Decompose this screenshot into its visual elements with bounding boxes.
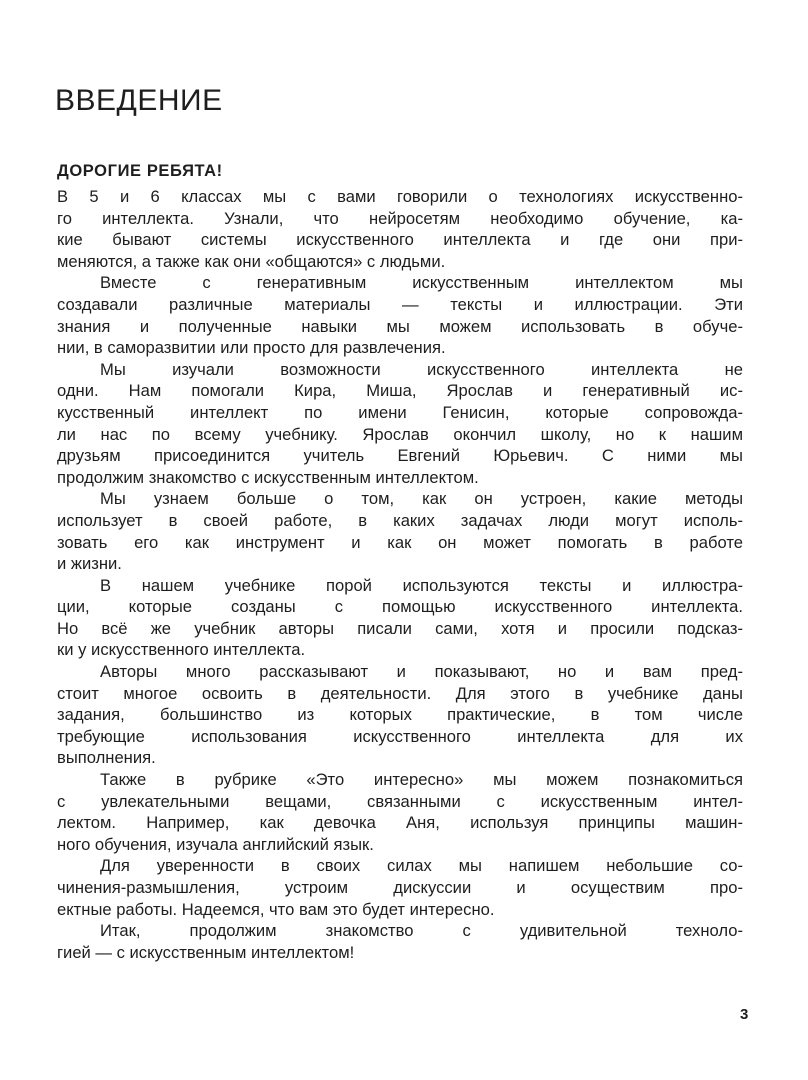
text-line: знания и полученные навыки мы можем использовать в обуче- (57, 316, 743, 336)
text-line: стоит многое освоить в деятельности. Для этого в учебнике даны (57, 683, 743, 703)
text-line: одни. Нам помогали Кира, Миша, Ярослав и генеративный ис- (57, 381, 743, 401)
text-line: Итак, продолжим знакомство с удивительной техноло- (100, 921, 743, 941)
text-line: и жизни. (57, 554, 122, 574)
greeting-heading: ДОРОГИЕ РЕБЯТА! (57, 162, 223, 180)
text-line: друзьям присоединится учитель Евгений Юрьевич. С ними мы (57, 446, 743, 466)
text-line: зовать его как инструмент и как он может помогать в работе (57, 532, 743, 552)
paragraph (57, 661, 743, 769)
paragraph (57, 272, 743, 358)
text-line: В 5 и 6 классах мы с вами говорили о технологиях искусственно- (57, 187, 743, 206)
text-line: Мы изучали возможности искусственного интеллекта не (100, 359, 743, 379)
page-number: 3 (740, 1006, 749, 1023)
paragraph (57, 855, 743, 920)
text-line: задания, большинство из которых практические, в том числе (57, 705, 743, 725)
text-line: Также в рубрике «Это интересно» мы можем познакомиться (100, 770, 743, 790)
paragraph (57, 186, 743, 272)
text-line: использует в своей работе, в каких задачах люди могут исполь- (57, 510, 743, 530)
text-line: ции, которые созданы с помощью искусственного интеллекта. (57, 597, 743, 617)
text-line: Авторы много рассказывают и показывают, но и вам пред- (100, 662, 743, 682)
text-line: Но всё же учебник авторы писали сами, хотя и просили подсказ- (57, 618, 743, 638)
text-line: с увлекательными вещами, связанными с искусственным интел- (57, 791, 743, 811)
paragraph (57, 488, 743, 574)
text-line: лектом. Например, как девочка Аня, используя принципы машин- (57, 813, 743, 833)
text-line: ного обучения, изучала английский язык. (57, 834, 374, 854)
text-line: создавали различные материалы — тексты и иллюстрации. Эти (57, 294, 743, 314)
text-line: выполнения. (57, 748, 156, 768)
paragraph (57, 920, 743, 963)
text-line: требующие использования искусственного интеллекта для их (57, 726, 743, 746)
paragraph (57, 575, 743, 661)
body-text (57, 186, 743, 963)
paragraph (57, 359, 743, 489)
text-line: чинения-размышления, устроим дискуссии и осуществим про- (57, 878, 743, 897)
text-line: го интеллекта. Узнали, что нейросетям необходимо обучение, ка- (57, 208, 743, 228)
text-line: продолжим знакомство с искусственным интеллектом. (57, 467, 479, 487)
text-line: Для уверенности в своих силах мы напишем небольшие со- (100, 856, 743, 876)
text-line: В нашем учебнике порой используются тексты и иллюстра- (100, 575, 743, 595)
text-line: кие бывают системы искусственного интеллекта и где они при- (57, 230, 743, 250)
text-line: нии, в саморазвитии или просто для развлечения. (57, 338, 446, 358)
text-line: меняются, а также как они «общаются» с людьми. (57, 251, 446, 271)
text-line: кусственный интеллект по имени Генисин, которые сопровожда- (57, 402, 743, 422)
text-line: ектные работы. Надеемся, что вам это будет интересно. (57, 899, 495, 919)
text-line: Мы узнаем больше о том, как он устроен, какие методы (100, 489, 743, 509)
page-title: ВВЕДЕНИЕ (55, 84, 223, 117)
text-line: ли нас по всему учебнику. Ярослав окончил школу, но к нашим (57, 424, 743, 444)
text-line: Вместе с генеративным искусственным интеллектом мы (100, 273, 743, 293)
paragraph (57, 769, 743, 855)
text-line: ки у искусственного интеллекта. (57, 640, 306, 660)
text-line: гией — с искусственным интеллектом! (57, 942, 355, 962)
